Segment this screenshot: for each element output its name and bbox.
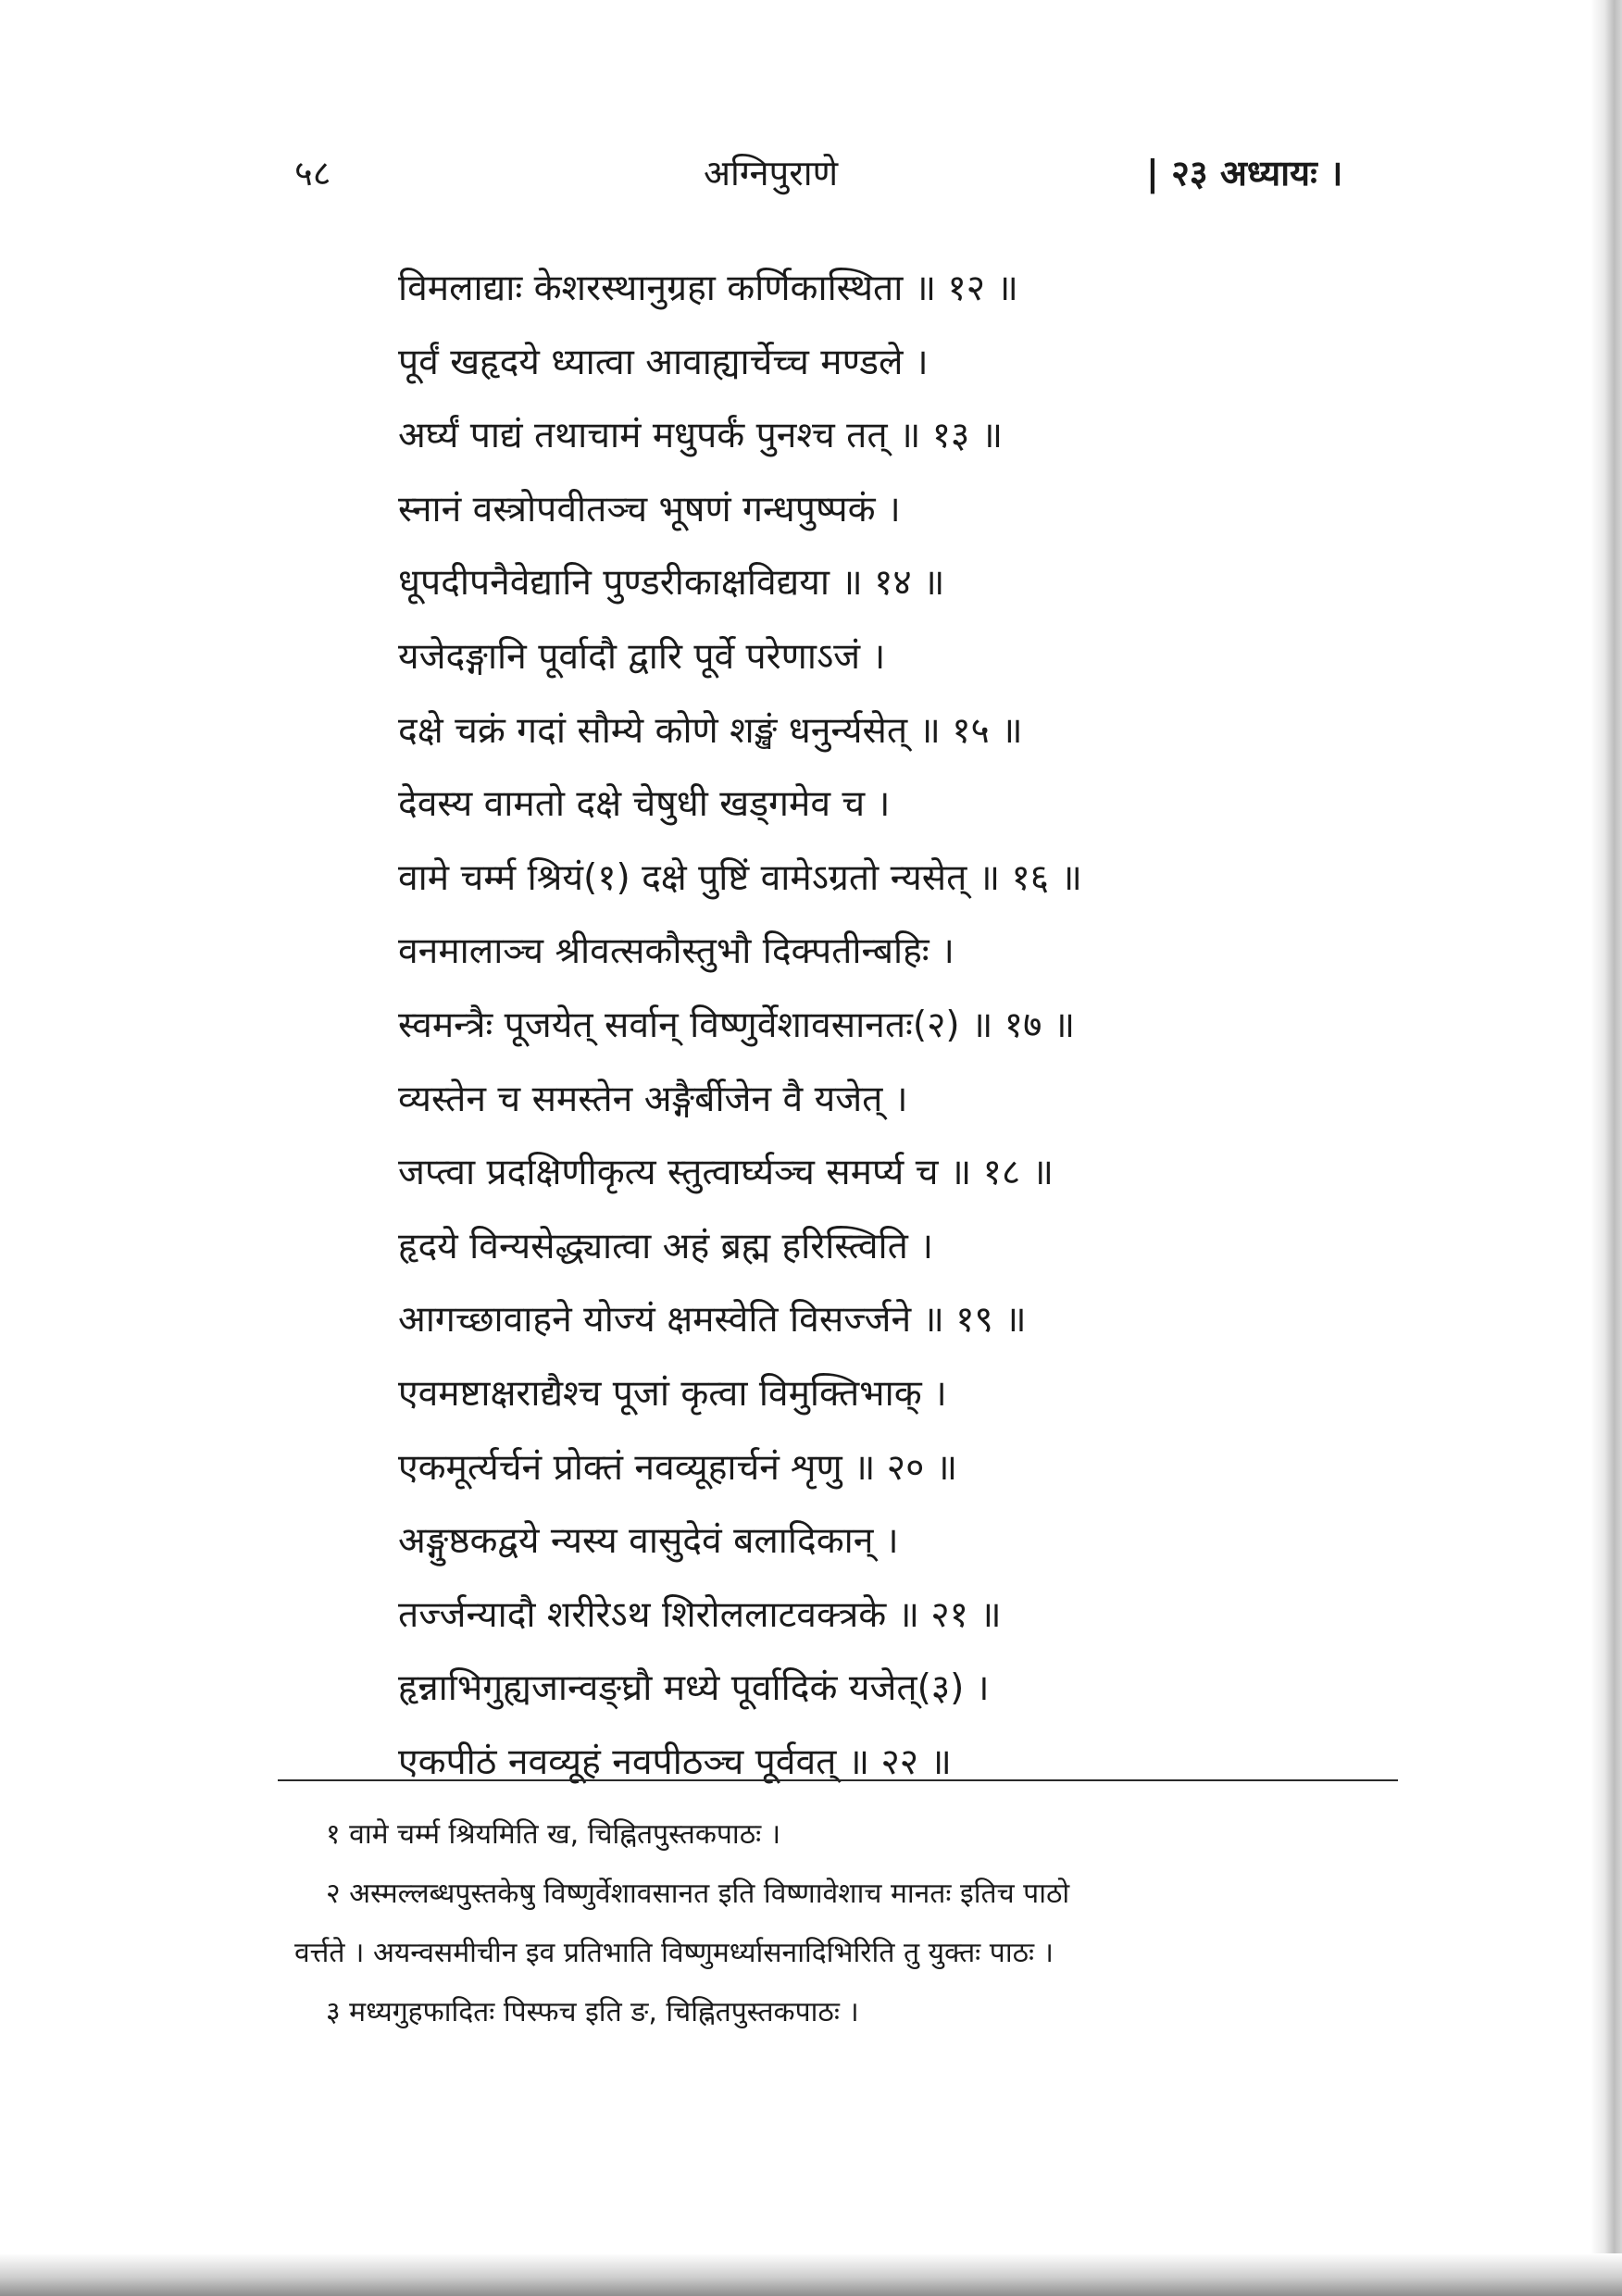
chapter-label: | २३ अध्यायः । xyxy=(1146,153,1343,193)
verse-line: स्वमन्त्रैः पूजयेत् सर्वान् विष्णुर्वेशावसानतः(२) ॥ १७ ॥ xyxy=(398,1004,1076,1046)
verse-line: एकपीठं नवव्यूहं नवपीठञ्च पूर्ववत् ॥ २२ ॥ xyxy=(398,1741,952,1783)
verse-line: विमलाद्याः केशरस्थानुग्रहा कर्णिकास्थिता ॥ १२ ॥ xyxy=(398,268,1018,309)
verse-line: एवमष्टाक्षराद्यैश्च पूजां कृत्वा विमुक्तिभाक् । xyxy=(398,1372,947,1415)
verse-line: पूर्वं खहृदये ध्यात्वा आवाह्यार्चेच्च मण्डले । xyxy=(398,341,929,383)
footnote: २ अस्मल्लब्धपुस्तकेषु विष्णुर्वेशावसानत इति विष्णावेशाच मानतः इतिच पाठो xyxy=(326,1878,1070,1910)
page-edge-shadow xyxy=(1591,0,1622,2296)
verse-block xyxy=(398,252,1324,1799)
running-title: अग्निपुराणे xyxy=(704,153,839,193)
verse-line: दक्षे चक्रं गदां सौम्ये कोणे शङ्खं धनुर्न्यसेत् ॥ १५ ॥ xyxy=(398,709,1023,752)
verse-line: हृन्नाभिगुह्यजान्वङ्घ्रौ मध्ये पूर्वादिकं यजेत्(३) । xyxy=(398,1667,990,1710)
verse-line: स्नानं वस्त्रोपवीतञ्च भूषणं गन्धपुष्पकं । xyxy=(398,488,901,530)
verse-line: अङ्गुष्ठकद्वये न्यस्य वासुदेवं बलादिकान् । xyxy=(398,1520,899,1563)
verse-line: यजेदङ्गानि पूर्वादौ द्वारि पूर्वे परेणाऽजं । xyxy=(398,635,886,678)
verse-line: एकमूर्त्यर्चनं प्रोक्तं नवव्यूहार्चनं शृणु ॥ २० ॥ xyxy=(398,1446,958,1489)
page-number: ५८ xyxy=(294,153,331,193)
footnote: १ वामे चर्म्म श्रियमिति ख, चिह्नितपुस्तकपाठः । xyxy=(326,1818,781,1851)
verse-line: जप्त्वा प्रदक्षिणीकृत्य स्तुत्वार्घ्यञ्च समर्प्य च ॥ १८ ॥ xyxy=(398,1152,1054,1194)
verse-line: आगच्छावाहने योज्यं क्षमस्वेति विसर्ज्जने ॥ १९ ॥ xyxy=(398,1299,1027,1341)
verse-line: वनमालाञ्च श्रीवत्सकौस्तुभौ दिक्पतीन्बहिः । xyxy=(398,930,954,973)
verse-line: हृदये विन्यसेद्ध्यात्वा अहं ब्रह्म हरिस्त्विति । xyxy=(398,1225,934,1267)
footnote-continuation: वर्त्तते । अयन्वसमीचीन इव प्रतिभाति विष्णुमर्ध्यासनादिभिरिति तु युक्तः पाठः । xyxy=(294,1937,1054,1969)
footnotes xyxy=(294,1805,1415,2042)
verse-line: व्यस्तेन च समस्तेन अङ्गैर्बीजेन वै यजेत् । xyxy=(398,1078,908,1120)
scan-bottom-shadow xyxy=(0,2253,1622,2296)
verse-line: धूपदीपनैवेद्यानि पुण्डरीकाक्षविद्यया ॥ १४ ॥ xyxy=(398,562,945,605)
verse-line: वामे चर्म्म श्रियं(१) दक्षे पुष्टिं वामेऽग्रतो न्यसेत् ॥ १६ ॥ xyxy=(398,856,1082,899)
page-header xyxy=(0,148,1622,204)
verse-line: देवस्य वामतो दक्षे चेषुधी खड्गमेव च । xyxy=(398,783,891,826)
verse-line: अर्घ्यं पाद्यं तथाचामं मधुपर्कं पुनश्च तत् ॥ १३ ॥ xyxy=(398,415,1004,457)
footnote: ३ मध्यगुहफादितः पिस्फच इति ङ, चिह्नितपुस्तकपाठः । xyxy=(326,1996,859,2028)
verse-line: तर्ज्जन्यादौ शरीरेऽथ शिरोललाटवक्त्रके ॥ २१ ॥ xyxy=(398,1593,1002,1636)
footnote-divider xyxy=(278,1779,1398,1781)
